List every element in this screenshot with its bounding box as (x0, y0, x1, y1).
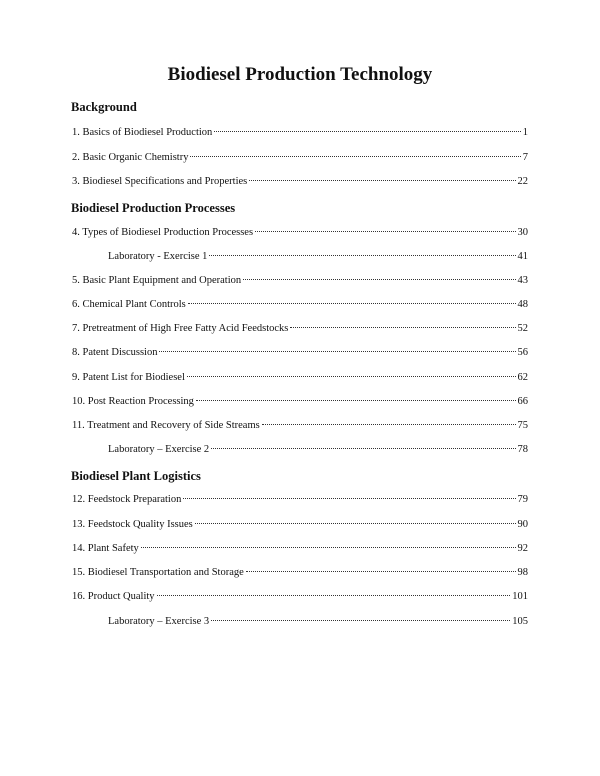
dot-leader (209, 255, 515, 256)
toc-entry-label: 15. Biodiesel Transportation and Storage (72, 567, 244, 578)
dot-leader (243, 279, 515, 280)
toc-entry-page: 78 (517, 444, 528, 455)
dot-leader (190, 156, 520, 157)
toc-entry-label: 11. Treatment and Recovery of Side Streams (72, 420, 260, 431)
toc-entry-label: Laboratory – Exercise 3 (108, 616, 210, 627)
dot-leader (188, 303, 516, 304)
toc-entry-label: 2. Basic Organic Chemistry (72, 152, 189, 163)
toc-entry[interactable] (72, 126, 528, 140)
section-heading-production-processes: Biodiesel Production Processes (71, 201, 236, 215)
dot-leader (183, 498, 515, 499)
toc-entry[interactable] (72, 151, 528, 165)
dot-leader (141, 547, 516, 548)
toc-entry-page: 90 (517, 519, 528, 530)
toc-entry[interactable] (72, 346, 528, 360)
toc-entry[interactable] (72, 371, 528, 385)
toc-entry[interactable] (108, 443, 528, 457)
toc-entry[interactable] (72, 322, 528, 336)
toc-entry-page: 56 (517, 347, 528, 358)
toc-entry-label: 10. Post Reaction Processing (72, 396, 194, 407)
toc-entry-page: 75 (517, 420, 528, 431)
toc-entry[interactable] (72, 493, 528, 507)
dot-leader (255, 231, 515, 232)
toc-entry-label: 14. Plant Safety (72, 543, 139, 554)
toc-entry[interactable] (108, 250, 528, 264)
toc-entry-page: 66 (517, 396, 528, 407)
toc-entry[interactable] (72, 419, 528, 433)
dot-leader (214, 131, 520, 132)
toc-entry[interactable] (108, 615, 528, 629)
toc-entry[interactable] (72, 395, 528, 409)
dot-leader (262, 424, 516, 425)
page-title: Biodiesel Production Technology (167, 64, 433, 85)
toc-entry-page: 62 (517, 372, 528, 383)
toc-entry-page: 48 (517, 299, 528, 310)
toc-entry-page: 105 (512, 616, 528, 627)
toc-entry-label: 6. Chemical Plant Controls (72, 299, 186, 310)
toc-entry-page: 22 (517, 176, 528, 187)
toc-entry-label: 4. Types of Biodiesel Production Processes (72, 227, 254, 238)
toc-entry[interactable] (72, 298, 528, 312)
toc-entry-page: 43 (517, 275, 528, 286)
dot-leader (211, 448, 515, 449)
toc-entry[interactable] (72, 590, 528, 604)
toc-entry-label: 9. Patent List for Biodiesel (72, 372, 185, 383)
toc-entry-page: 92 (517, 543, 528, 554)
toc-entry-label: 7. Pretreatment of High Free Fatty Acid Feedstocks (72, 323, 289, 334)
toc-entry-page: 1 (522, 127, 528, 138)
dot-leader (249, 180, 515, 181)
dot-leader (290, 327, 515, 328)
toc-entry[interactable] (72, 274, 528, 288)
toc-entry-label: Laboratory – Exercise 2 (108, 444, 210, 455)
toc-entry-page: 30 (517, 227, 528, 238)
toc-entry[interactable] (72, 226, 528, 240)
dot-leader (211, 620, 510, 621)
toc-entry-page: 52 (517, 323, 528, 334)
toc-entry-label: 5. Basic Plant Equipment and Operation (72, 275, 242, 286)
section-heading-plant-logistics: Biodiesel Plant Logistics (71, 469, 201, 483)
toc-entry-label: Laboratory - Exercise 1 (108, 251, 208, 262)
toc-entry[interactable] (72, 566, 528, 580)
toc-entry-page: 79 (517, 494, 528, 505)
toc-entry[interactable] (72, 518, 528, 532)
section-heading-background: Background (71, 100, 137, 114)
toc-entry-page: 41 (517, 251, 528, 262)
dot-leader (196, 400, 516, 401)
toc-entry-page: 98 (517, 567, 528, 578)
toc-entry[interactable] (72, 542, 528, 556)
toc-entry-label: 13. Feedstock Quality Issues (72, 519, 193, 530)
toc-entry[interactable] (72, 175, 528, 189)
toc-entry-page: 101 (512, 591, 528, 602)
dot-leader (246, 571, 516, 572)
toc-entry-label: 1. Basics of Biodiesel Production (72, 127, 213, 138)
toc-entry-label: 8. Patent Discussion (72, 347, 158, 358)
dot-leader (159, 351, 515, 352)
dot-leader (187, 376, 516, 377)
toc-entry-label: 16. Product Quality (72, 591, 155, 602)
toc-entry-page: 7 (522, 152, 528, 163)
dot-leader (195, 523, 516, 524)
toc-entry-label: 3. Biodiesel Specifications and Properties (72, 176, 248, 187)
dot-leader (157, 595, 511, 596)
toc-entry-label: 12. Feedstock Preparation (72, 494, 182, 505)
